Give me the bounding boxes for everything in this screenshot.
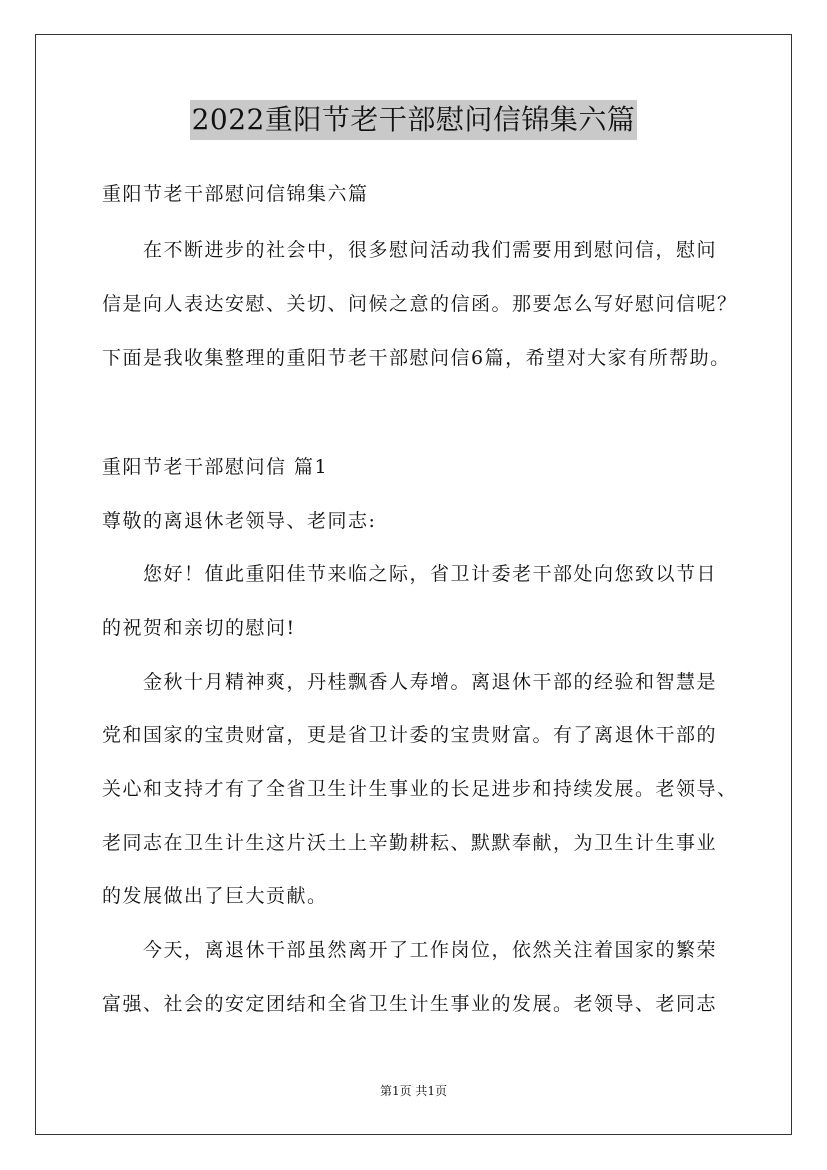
body-line: 金秋十月精神爽，丹桂飘香人寿增。离退休干部的经验和智慧是 [143,671,718,693]
body-line: 老同志在卫生计生这片沃土上辛勤耕耘、默默奉献，为卫生计生事业 [102,832,718,854]
page-footer: 第1页 共1页 [379,1084,448,1098]
section-heading: 重阳节老干部慰问信 篇1 [102,456,329,478]
title-container [0,100,827,140]
body-line: 的发展做出了巨大贡献。 [102,885,328,907]
document-title: 2022重阳节老干部慰问信锦集六篇 [190,100,638,140]
body-line: 今天，离退休干部虽然离开了工作岗位，依然关注着国家的繁荣 [143,939,718,961]
document-subtitle: 重阳节老干部慰问信锦集六篇 [102,183,369,205]
body-line: 关心和支持才有了全省卫生计生事业的长足进步和持续发展。老领导、 [102,778,738,800]
intro-line: 信是向人表达安慰、关切、问候之意的信函。那要怎么写好慰问信呢？ [102,293,738,315]
body-line: 的祝贺和亲切的慰问! [102,617,296,639]
intro-line: 在不断进步的社会中，很多慰问活动我们需要用到慰问信，慰问 [143,239,718,261]
intro-line: 下面是我收集整理的重阳节老干部慰问信6篇，希望对大家有所帮助。 [102,347,731,369]
body-line: 您好！值此重阳佳节来临之际，省卫计委老干部处向您致以节日 [143,563,718,585]
body-line: 富强、社会的安定团结和全省卫生计生事业的发展。老领导、老同志 [102,993,718,1015]
body-line: 党和国家的宝贵财富，更是省卫计委的宝贵财富。有了离退休干部的 [102,724,718,746]
salutation: 尊敬的离退休老领导、老同志: [102,510,377,532]
